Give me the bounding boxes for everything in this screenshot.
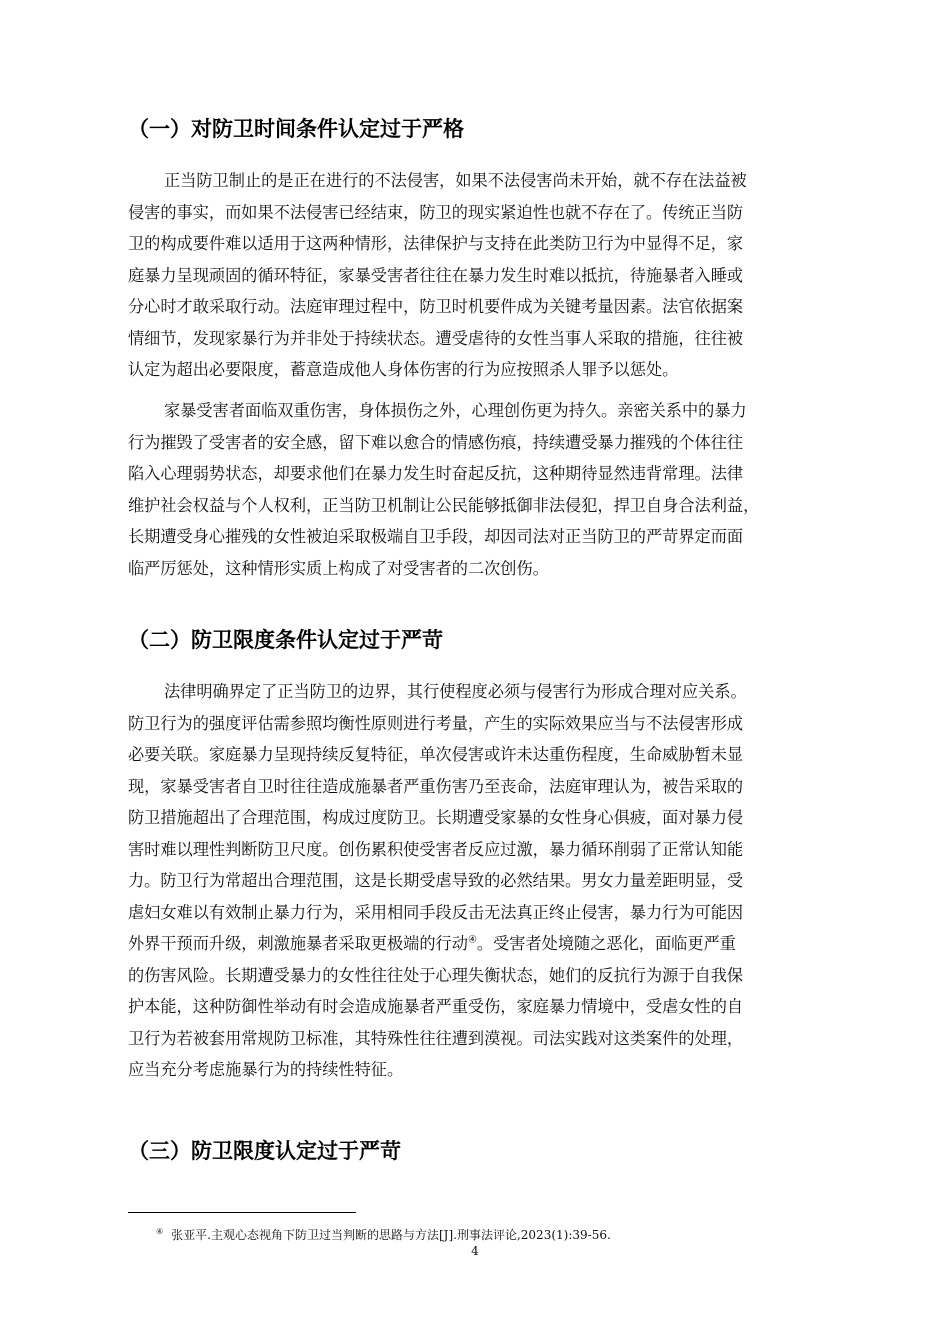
text-line: 正当防卫制止的是正在进行的不法侵害，如果不法侵害尚未开始，就不存在法益被 [164,171,747,190]
text-line: 庭暴力呈现顽固的循环特征，家暴受害者往往在暴力发生时难以抵抗，待施暴者入睡或 [128,265,744,285]
text-line [128,928,747,960]
text-line: 害时难以理性判断防卫尺度。创伤累积使受害者反应过激，暴力循环削弱了正常认知能 [128,839,744,859]
text-line: 卫行为若被套用常规防卫标准，其特殊性往往遭到漠视。司法实践对这类案件的处理， [128,1028,744,1048]
text-line: 的伤害风险。长期遭受暴力的女性往往处于心理失衡状态，她们的反抗行为源于自我保 [128,965,744,985]
section-1-paragraph-1 [128,165,747,386]
text-line: 防卫行为的强度评估需参照均衡性原则进行考量，产生的实际效果应当与不法侵害形成 [128,713,744,733]
text-line: 防卫措施超出了合理范围，构成过度防卫。长期遭受家暴的女性身心俱疲，面对暴力侵 [128,808,744,827]
text-line: 行为摧毁了受害者的安全感，留下难以愈合的情感伤痕，持续遭受暴力摧残的个体往往 [128,432,744,452]
section-2-paragraph-1 [128,676,747,1086]
footnote [156,1224,611,1243]
footnote-separator [128,1212,356,1213]
footnote-reference[interactable]: ④ [467,934,477,946]
section-1-paragraph-2 [128,395,759,584]
text-line: 卫的构成要件难以适用于这两种情形，法律保护与支持在此类防卫行为中显得不足，家 [128,234,744,253]
text-line: 陷入心理弱势状态，却要求他们在暴力发生时奋起反抗，这种期待显然违背常理。法律 [128,464,744,483]
footnote-marker: ④ [156,1227,164,1236]
text-line: 应当充分考虑施暴行为的持续性特征。 [128,1060,404,1079]
text-segment: 。受害者处境随之恶化，面临更严重 [476,934,736,953]
text-line: 虐妇女难以有效制止暴力行为，采用相同手段反击无法真正终止侵害，暴力行为可能因 [128,902,744,922]
text-line: 临严厉惩处，这种情形实质上构成了对受害者的二次创伤。 [128,558,549,578]
footnote-text: 张亚平.主观心态视角下防卫过当判断的思路与方法[J].刑事法评论,2023(1):39-56. [171,1228,611,1242]
text-line: 家暴受害者面临双重伤害，身体损伤之外，心理创伤更为持久。亲密关系中的暴力 [164,401,747,420]
section-heading-3: （三）防卫限度认定过于严苛 [128,1139,401,1163]
section-heading-2: （二）防卫限度条件认定过于严苛 [128,628,443,652]
text-line: 长期遭受身心摧残的女性被迫采取极端自卫手段，却因司法对正当防卫的严苛界定而面 [128,527,744,546]
section-heading-1: （一）对防卫时间条件认定过于严格 [128,117,464,141]
text-line: 现，家暴受害者自卫时往往造成施暴者严重伤害乃至丧命，法庭审理认为，被告采取的 [128,776,744,796]
text-line: 维护社会权益与个人权利，正当防卫机制让公民能够抵御非法侵犯，捍卫自身合法利益， [128,495,760,515]
text-line: 认定为超出必要限度，蓄意造成他人身体伤害的行为应按照杀人罪予以惩处。 [128,360,679,379]
text-line: 护本能，这种防御性举动有时会造成施暴者严重受伤，家庭暴力情境中，受虐女性的自 [128,997,744,1016]
text-line: 分心时才敢采取行动。法庭审理过程中，防卫时机要件成为关键考量因素。法官依据案 [128,297,744,316]
text-line: 必要关联。家庭暴力呈现持续反复特征，单次侵害或许未达重伤程度，生命威胁暂未显 [128,745,744,764]
text-line: 法律明确界定了正当防卫的边界，其行使程度必须与侵害行为形成合理对应关系。 [164,682,747,701]
text-line: 侵害的事实，而如果不法侵害已经结束，防卫的现实紧迫性也就不存在了。传统正当防 [128,202,744,222]
page-number: 4 [471,1244,479,1258]
text-line: 力。防卫行为常超出合理范围，这是长期受虐导致的必然结果。男女力量差距明显，受 [128,871,744,890]
text-line: 情细节，发现家暴行为并非处于持续状态。遭受虐待的女性当事人采取的措施，往往被 [128,328,744,348]
text-segment: 外界干预而升级，刺激施暴者采取更极端的行动 [128,934,468,953]
